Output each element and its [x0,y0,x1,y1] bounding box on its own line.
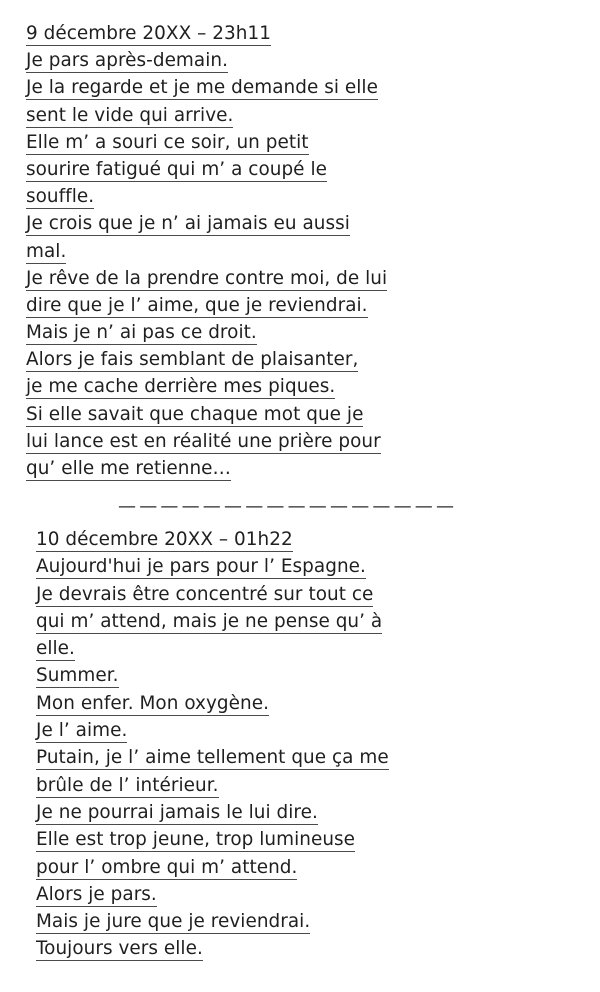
section-divider: ———————————————— [118,496,458,517]
entry-line: dire que je l’ aime, que je reviendrai. [26,294,368,316]
entry-date: 10 décembre 20XX – 01h22 [36,529,293,550]
entry-line: je me cache derrière mes piques. [26,376,336,398]
entry-line: Je rêve de la prendre contre moi, de lui [26,267,388,289]
entry-line: mal. [26,240,67,262]
entry-line: Je crois que je n’ ai jamais eu aussi [26,213,350,235]
entry-line: sent le vide qui arrive. [26,104,234,126]
entry-line: Putain, je l’ aime tellement que ça me [36,747,389,769]
entry-line: Summer. [36,665,119,687]
entry-line: Je pars après-demain. [26,50,228,72]
entry-line: Toujours vers elle. [36,938,203,960]
entry-line: Alors je pars. [36,883,157,905]
entry-line: Si elle savait que chaque mot que je [26,403,364,425]
entry-line: Je la regarde et je me demande si elle [26,77,378,99]
diary-entry-1 [26,24,387,486]
entry-line: Je ne pourrai jamais le lui dire. [36,801,318,823]
entry-line: pour l’ ombre qui m’ attend. [36,856,298,878]
diary-entry-2 [36,530,389,967]
entry-line: Aujourd'hui je pars pour l’ Espagne. [36,556,366,578]
entry-line: Je devrais être concentré sur tout ce [36,583,374,605]
entry-line: brûle de l’ intérieur. [36,774,219,796]
entry-line: Mon enfer. Mon oxygène. [36,692,269,714]
entry-line: qui m’ attend, mais je ne pense qu’ à [36,610,383,632]
entry-line: Elle est trop jeune, trop lumineuse [36,829,356,851]
entry-line: sourire fatigué qui m’ a coupé le [26,158,327,180]
entry-line: Mais je jure que je reviendrai. [36,911,311,933]
entry-line: qu’ elle me retienne… [26,458,231,479]
entry-date: 9 décembre 20XX – 23h11 [26,23,271,44]
entry-line: Alors je fais semblant de plaisanter, [26,349,359,371]
entry-line: Je l’ aime. [36,720,128,742]
entry-line: lui lance est en réalité une prière pour [26,430,381,452]
entry-line: souffle. [26,186,95,208]
entry-line: elle. [36,638,75,660]
entry-line: Elle m’ a souri ce soir, un petit [26,131,309,153]
entry-line: Mais je n’ ai pas ce droit. [26,322,257,344]
